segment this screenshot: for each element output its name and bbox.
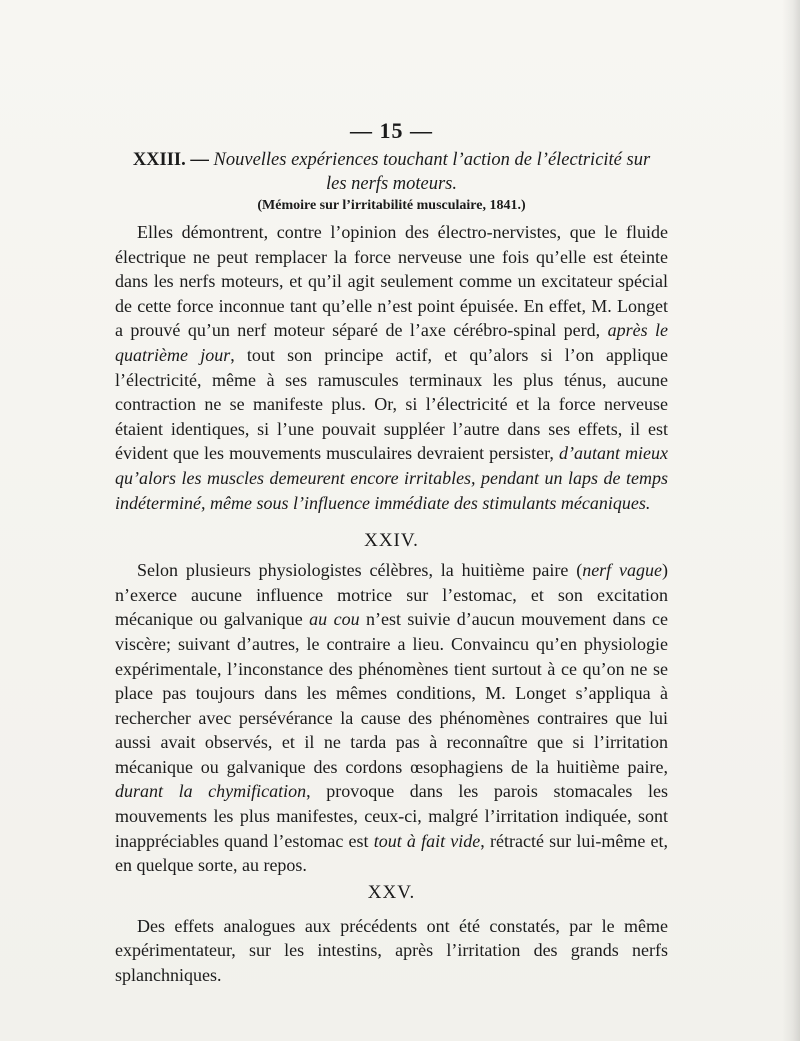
text-run: n’est suivie d’aucun mouvement dans ce viscère; suivant d’autres, le contraire a lieu. Convaincu qu’en physiologie expérimentale, l’inconstance des phénomènes tient surtout à ce qu’on ne se place pas toujours dans les mêmes conditions, M. Longet s’appliqua à rechercher avec persévérance la cause des phénomènes contraires que lui aussi avait observés, et il ne tarda pas à reconnaître que si l’irritation mécanique ou galvanique des cordons œsophagiens de la huitième paire,: [115, 609, 668, 777]
text-run: , rétracté sur lui-même et, en quelque sorte, au repos.: [115, 830, 669, 876]
text-run: , provoque dans les parois stomacales les mouvements les plus manifestes, ceux-ci, malgré l’irritation indiquée, sont inappréciables quand l’estomac est: [115, 781, 668, 851]
text-run: , tout son principe actif, et qu’alors si l’on applique l’électricité, même à ses ramuscules terminaux les plus ténus, aucune contraction ne se manifeste plus. Or, si l’électricité et la force nerveuse étaient identiques, si l’une pouvait suppléer l’autre dans ses effets, il est évident que les mouvements musculaires devraient persister,: [115, 344, 668, 464]
italic-run: après le quatrième jour: [115, 320, 668, 365]
section-heading-xxv: XXV.: [367, 881, 416, 903]
italic-run: d’autant mieux qu’alors les muscles demeurent encore irritables, pendant un laps de temps indéterminé, même sous l’influence immédiate des stimulants mécaniques.: [115, 443, 668, 513]
paragraph-xxiii: [115, 220, 668, 515]
section-heading-xxiii: [115, 148, 668, 196]
italic-run: tout à fait vide: [373, 830, 481, 851]
text-run: Elles démontrent, contre l’opinion des électro-nervistes, que le fluide électrique ne peut remplacer la force nerveuse une fois qu’elle est éteinte dans les nerfs moteurs, et qu’il agit seulement comme un excitateur spécial de cette force inconnue tant qu’elle n’est point épuisée. En effet, M. Longet a prouvé qu’un nerf moteur séparé de l’axe cérébro-spinal perd,: [115, 222, 668, 341]
paragraph-xxiv: [115, 558, 668, 878]
text-block: [115, 118, 668, 988]
memoir-reference: (Mémoire sur l’irritabilité musculaire, 1841.): [257, 198, 526, 213]
text-run: ) n’exerce aucune influence motrice sur l’estomac, et son excitation mécanique ou galvanique: [115, 560, 668, 630]
page-edge-shadow: [782, 0, 800, 1041]
section-title: Nouvelles expériences touchant l’action de l’électricité sur les nerfs moteurs.: [213, 150, 651, 194]
italic-run: nerf vague: [582, 560, 662, 581]
page-number: — 15 —: [350, 118, 433, 143]
italic-run: durant la chymification: [115, 781, 307, 802]
section-heading-xxiv: XXIV.: [364, 530, 419, 552]
section-number: XXIII. —: [132, 150, 209, 170]
italic-run: au cou: [309, 609, 360, 630]
text-run: Selon plusieurs physiologistes célèbres, la huitième paire (: [137, 560, 583, 581]
paragraph-xxv: Des effets analogues aux précédents ont été constatés, par le même expérimentateur, sur les intestins, après l’irritation des grands nerfs splanchniques.: [115, 915, 668, 986]
